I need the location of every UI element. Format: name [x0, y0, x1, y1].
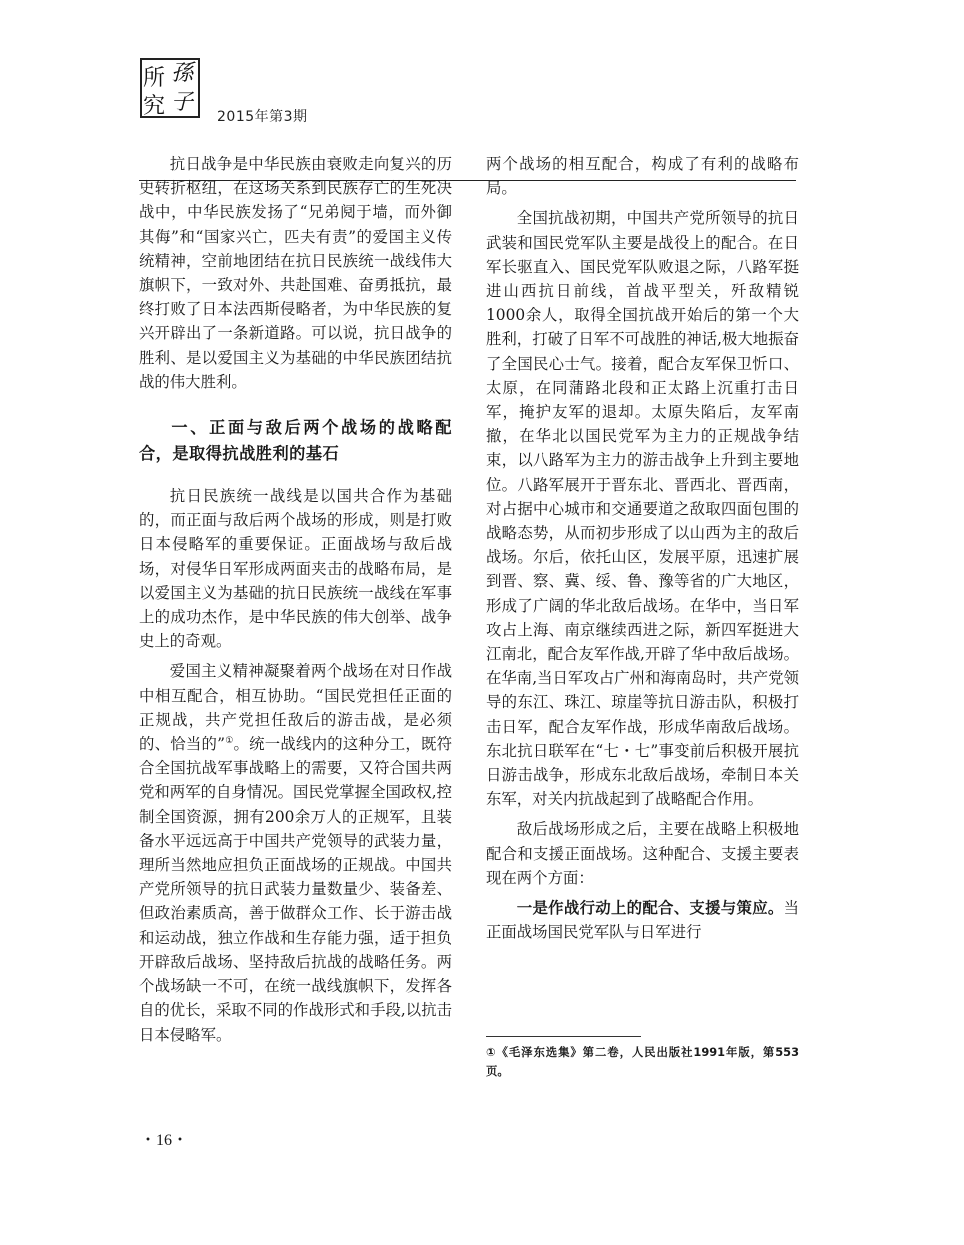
page-number: ・16・	[140, 1132, 189, 1149]
issue-label: 2015年第3期	[217, 109, 308, 125]
paragraph-coordination	[486, 896, 799, 944]
paragraph-early-war: 全国抗战初期，中国共产党所领导的抗日武装和国民党军队主要是战役上的配合。在日军长驱直入、国民党军队败退之际，八路军挺进山西抗日前线，首战平型关，歼敌精锐1000余人，取得全国抗战开始后的第一个大胜利，打破了日军不可战胜的神话,极大地振奋了全国民心士气。接着，配合友军保卫忻口、太原，在同蒲路北段和正太路上沉重打击日军，掩护友军的退却。太原失陷后，友军南撤，在华北以国民党军为主力的正规战争结束，以八路军为主力的游击战争上升到主要地位。八路军展开于晋东北、晋西北、晋西南，对占据中心城市和交通要道之敌取四面包围的战略态势，从而初步形成了以山西为主的敌后战场。尔后，依托山区，发展平原，迅速扩展到晋、察、冀、绥、鲁、豫等省的广大地区，形成了广阔的华北敌后战场。在华中，当日军攻占上海、南京继续西进之际，新四军挺进大江南北，配合友军作战,开辟了华中敌后战场。在华南,当日军攻占广州和海南岛时，共产党领导的东江、珠江、琼崖等抗日游击队，积极打击日军，配合友军作战，形成华南敌后战场。东北抗日联军在“七・七”事变前后积极开展抗日游击战争，形成东北敌后战场，牵制日本关东军，对关内抗战起到了战略配合作用。	[486, 209, 799, 809]
logo-char-1: 所	[143, 66, 166, 91]
paragraph-intro: 抗日战争是中华民族由衰败走向复兴的历史转折枢纽，在这场关系到民族存亡的生死决战中，中华民族发扬了“兄弟阋于墙，而外御其侮”和“国家兴亡，匹夫有责”的爱国主义传统精神，空前地团结在抗日民族统一战线伟大旗帜下，一致对外、共赴国难、奋勇抵抗，最终打败了日本法西斯侵略者，为中华民族的复兴开辟出了一条新道路。可以说，抗日战争的胜利、是以爱国主义为基础的中华民族团结抗战的伟大胜利。	[139, 155, 452, 391]
footnote-marker: ①	[224, 735, 234, 746]
paragraph-two-fronts	[139, 659, 452, 1046]
section-heading: 一、正面与敌后两个战场的战略配合，是取得抗战胜利的基石	[139, 418, 452, 464]
right-column	[486, 152, 799, 945]
page-header	[139, 52, 799, 130]
logo-char-4: 子	[171, 90, 194, 115]
paragraph-united-front: 抗日民族统一战线是以国共合作为基础的，而正面与敌后两个战场的形成，则是打败日本侵略军的重要保证。正面战场与敌后战场，对侵华日军形成两面夹击的战略布局，是以爱国主义为基础的抗日民族统一战线在军事上的成功杰作，是中华民族的伟大创举、战争史上的奇观。	[139, 487, 452, 651]
paragraph-continuation: 两个战场的相互配合，构成了有利的战略布局。	[486, 155, 799, 198]
paragraph-two-fronts-part1: 爱国主义精神凝聚着两个战场在对日作战中相互配合，相互协助。“国民党担任正面的正规战，共产党担任敌后的游击战，是必须的、恰当的”	[139, 662, 452, 754]
coordination-text: 当正面战场国民党军队与日军进行	[486, 899, 799, 942]
paragraph-support: 敌后战场形成之后，主要在战略上积极地配合和支援正面战场。这种配合、支援主要表现在两个方面：	[486, 820, 799, 887]
logo-char-2: 孫	[171, 61, 194, 86]
paragraph-two-fronts-part2: 。统一战线内的这种分工，既符合全国抗战军事战略上的需要，又符合国共两党和两军的自身情况。国民党掌握全国政权,控制全国资源，拥有200余万人的正规军，且装备水平远远高于中国共产党领导的武装力量，理所当然地应担负正面战场的正规战。中国共产党所领导的抗日武装力量数量少、装备差、但政治素质高，善于做群众工作、长于游击战和运动战，独立作战和生存能力强，适于担负开辟敌后战场、坚持敌后抗战的战略任务。两个战场缺一不可，在统一战线旗帜下，发挥各自的优长，采取不同的作战形式和手段,以抗击日本侵略军。	[139, 735, 452, 1044]
footnote: ①《毛泽东选集》第二卷，人民出版社1991年版，第553页。	[486, 1045, 799, 1078]
logo-char-3: 究	[143, 94, 166, 119]
coordination-lead: 一是作战行动上的配合、支援与策应。	[516, 899, 784, 918]
left-column	[139, 152, 452, 1047]
footnote-divider	[486, 1036, 641, 1037]
journal-logo	[139, 55, 203, 121]
